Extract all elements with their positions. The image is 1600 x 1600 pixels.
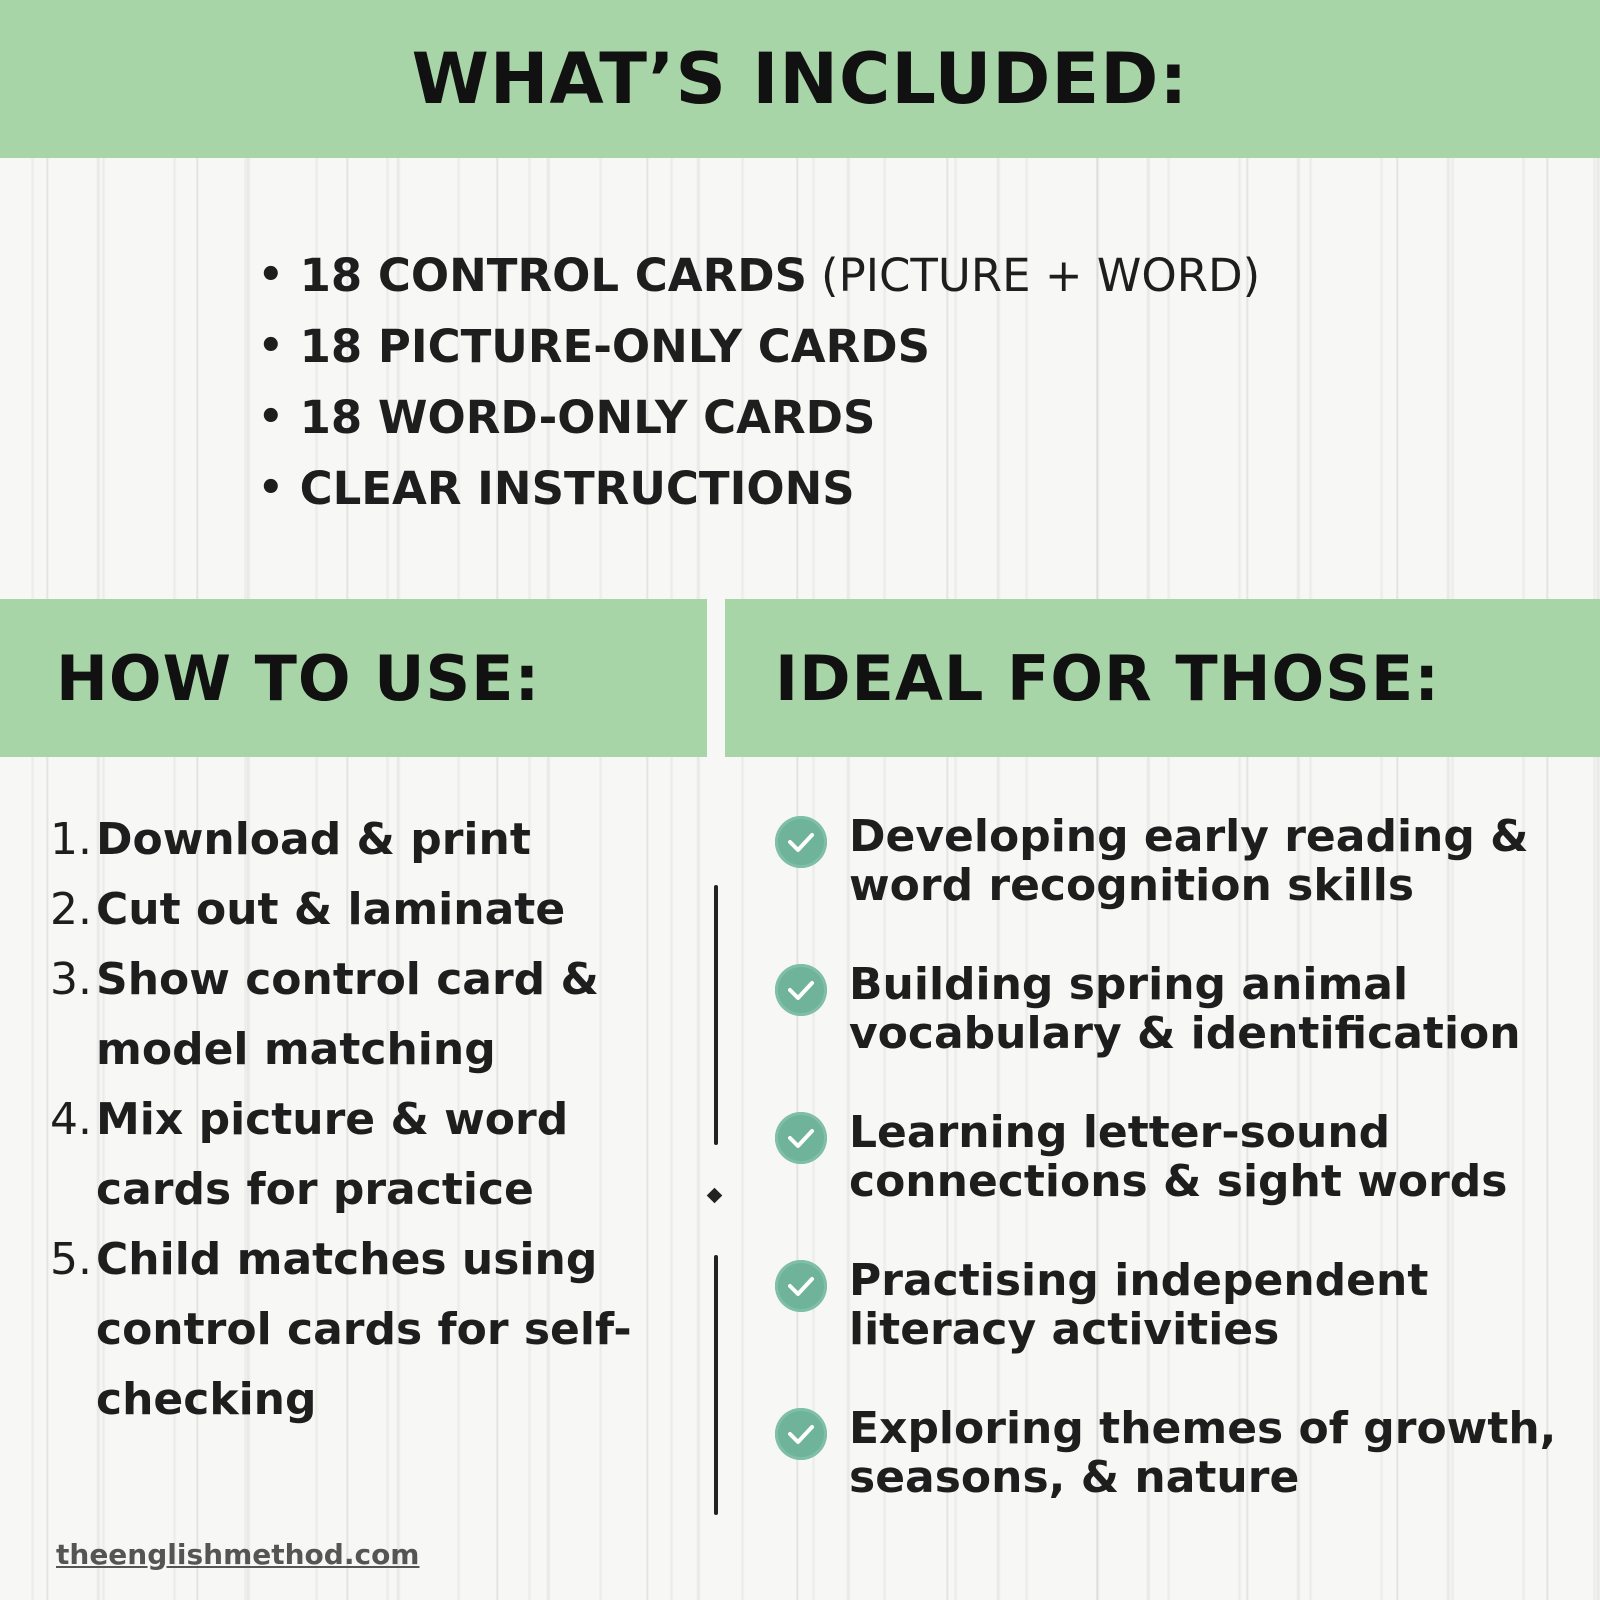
check-badge-icon — [775, 964, 827, 1016]
step-text: Child matches using control cards for self-checking — [96, 1234, 632, 1425]
ideal-item-text: Developing early reading & word recognition skills — [849, 811, 1529, 911]
bullet: • — [258, 465, 284, 511]
list-item — [40, 875, 656, 945]
ideal-for-banner — [725, 599, 1600, 757]
check-badge-icon — [775, 816, 827, 868]
step-number: 3. — [50, 954, 92, 1005]
list-item — [258, 453, 1260, 524]
check-badge-icon — [775, 1112, 827, 1164]
check-badge-icon — [775, 1408, 827, 1460]
step-text: Download & print — [96, 814, 531, 865]
list-item — [40, 945, 656, 1085]
step-text: Show control card & model matching — [96, 954, 599, 1075]
list-item — [775, 1108, 1569, 1256]
bullet: • — [258, 394, 284, 440]
page-title: WHAT’S INCLUDED: — [411, 38, 1189, 120]
bullet: • — [258, 323, 284, 369]
list-item — [775, 1256, 1569, 1404]
how-to-use-title: HOW TO USE: — [56, 641, 541, 715]
step-number: 5. — [50, 1234, 92, 1285]
divider-diamond — [707, 1188, 723, 1204]
list-item — [775, 812, 1569, 960]
ideal-for-title: IDEAL FOR THOSE: — [775, 641, 1441, 715]
included-list — [258, 240, 1260, 524]
ideal-item-text: Learning letter-sound connections & sight words — [849, 1107, 1508, 1207]
included-item-text: 18 CONTROL CARDS — [299, 249, 808, 302]
ideal-item-text: Building spring animal vocabulary & identification — [849, 959, 1521, 1059]
list-item — [258, 311, 1260, 382]
ideal-item-text: Practising independent literacy activities — [849, 1255, 1429, 1355]
list-item — [775, 1404, 1569, 1552]
step-number: 1. — [50, 814, 92, 865]
list-item — [40, 805, 656, 875]
included-item-extra: (PICTURE + WORD) — [821, 249, 1261, 302]
included-item-text: CLEAR INSTRUCTIONS — [299, 462, 855, 515]
header-banner — [0, 0, 1600, 158]
step-number: 2. — [50, 884, 92, 935]
how-to-use-banner — [0, 599, 707, 757]
included-item-text: 18 WORD-ONLY CARDS — [299, 391, 876, 444]
step-text: Mix picture & word cards for practice — [96, 1094, 569, 1215]
list-item — [775, 960, 1569, 1108]
check-badge-icon — [775, 1260, 827, 1312]
divider-line — [714, 1255, 718, 1515]
divider-line — [714, 885, 718, 1145]
included-item-text: 18 PICTURE-ONLY CARDS — [299, 320, 931, 373]
step-text: Cut out & laminate — [96, 884, 566, 935]
list-item — [258, 382, 1260, 453]
list-item — [40, 1085, 656, 1225]
ideal-item-text: Exploring themes of growth, seasons, & nature — [849, 1403, 1557, 1503]
website-link[interactable]: theenglishmethod.com — [56, 1538, 420, 1571]
list-item — [40, 1225, 656, 1435]
ideal-for-list — [775, 812, 1569, 1552]
list-item — [258, 240, 1260, 311]
bullet: • — [258, 252, 284, 298]
step-number: 4. — [50, 1094, 92, 1145]
steps-list — [40, 805, 656, 1435]
